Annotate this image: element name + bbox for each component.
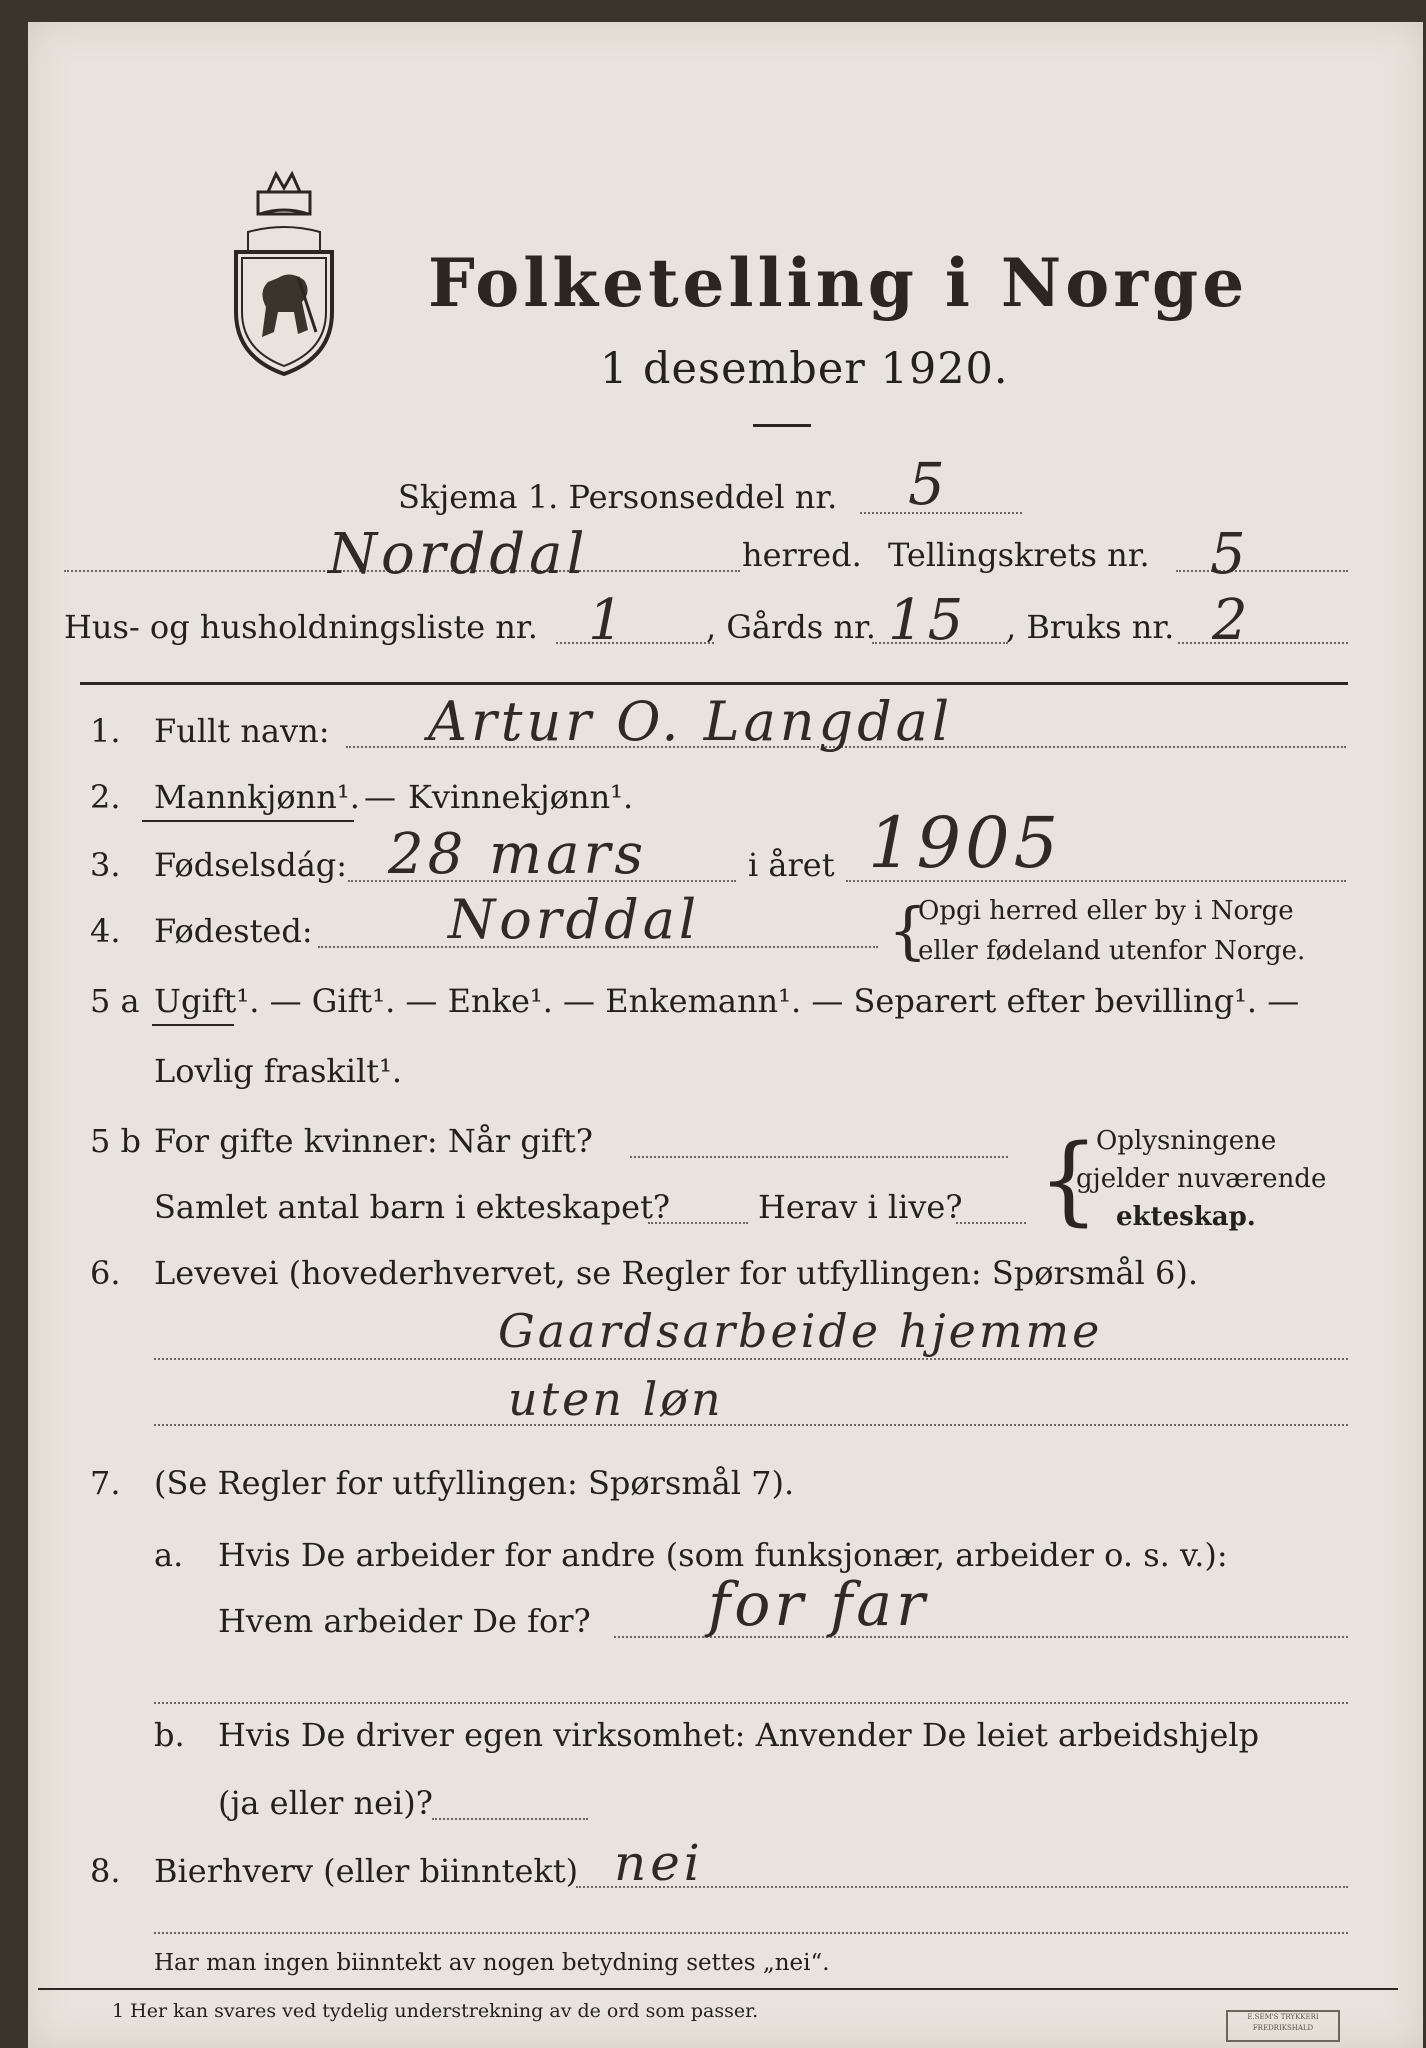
q3-label: Fødselsdág: [154, 846, 348, 884]
birthplace-value: Norddal [448, 888, 701, 951]
ugift-underline [152, 1024, 234, 1026]
married-when-line [630, 1156, 1008, 1158]
marriage-note-line3: ekteskap. [1116, 1202, 1256, 1232]
footnote: 1 Her kan svares ved tydelig understrekning av de ord som passer. [112, 2000, 759, 2022]
printer-stamp: E.SEM'S TRYKKERI FREDRIKSHALD [1226, 2010, 1340, 2042]
hired-help-line [432, 1818, 588, 1820]
occupation-value-line1: Gaardsarbeide hjemme [498, 1304, 1103, 1358]
section-divider [80, 682, 1348, 685]
children-count-label: Samlet antal barn i ekteskapet? [154, 1188, 671, 1226]
q7b-letter: b. [154, 1716, 185, 1754]
employer-line2 [154, 1702, 1348, 1704]
birthplace-note-line2: eller fødeland utenfor Norge. [918, 936, 1306, 966]
birthdate-value: 28 mars [388, 822, 648, 887]
footer-rule [38, 1988, 1398, 1990]
occupation-line1 [154, 1358, 1348, 1360]
husholdningsliste-label: Hus- og husholdningsliste nr. [64, 608, 538, 646]
occupation-label: Levevei (hovederhvervet, se Regler for utfyllingen: Spørsmål 6). [154, 1254, 1199, 1292]
full-name-value: Artur O. Langdal [428, 690, 954, 753]
children-count-line [648, 1222, 748, 1224]
birth-year-value: 1905 [868, 802, 1063, 884]
female-option: Kvinnekjønn¹. [408, 778, 634, 816]
marital-status-options: Ugift¹. — Gift¹. — Enke¹. — Enkemann¹. — Separert efter bevilling¹. — [154, 982, 1300, 1020]
herred-value: Norddal [328, 522, 589, 587]
husholdningsliste-line [556, 642, 714, 644]
children-alive-label: Herav i live? [758, 1188, 963, 1226]
bruks-line [1178, 642, 1348, 644]
tellingskrets-value: 5 [1210, 522, 1250, 587]
census-date: 1 desember 1920. [600, 344, 1009, 394]
q4-number: 4. [90, 912, 121, 950]
herred-label: herred. [742, 536, 862, 574]
personseddel-value: 5 [908, 450, 949, 518]
employer-label: Hvem arbeider De for? [218, 1602, 591, 1640]
marriage-note-line2: gjelder nuværende [1076, 1164, 1327, 1194]
title-divider [753, 424, 811, 427]
occupation-line2 [154, 1424, 1348, 1426]
q1-label: Fullt navn: [154, 712, 330, 750]
occupation-value-line2: uten løn [508, 1372, 724, 1426]
marital-status-options-cont: Lovlig fraskilt¹. [154, 1052, 403, 1090]
employer-value: for far [708, 1570, 929, 1640]
tellingskrets-line [1176, 570, 1348, 572]
q7-label: (Se Regler for utfyllingen: Spørsmål 7). [154, 1464, 795, 1502]
q5b-number: 5 b [90, 1122, 142, 1160]
side-income-note: Har man ingen biinntekt av nogen betydning settes „nei“. [154, 1950, 830, 1976]
bruks-label: , Bruks nr. [1006, 608, 1175, 646]
q5a-number: 5 a [90, 982, 140, 1020]
side-income-value: nei [614, 1834, 704, 1892]
side-income-line2 [154, 1932, 1348, 1934]
skjema-label: Skjema 1. Personseddel nr. [398, 478, 838, 516]
q7-number: 7. [90, 1464, 121, 1502]
q7a-question: Hvis De arbeider for andre (som funksjonær, arbeider o. s. v.): [218, 1536, 1228, 1574]
married-when-label: For gifte kvinner: Når gift? [154, 1122, 593, 1160]
q2-number: 2. [90, 778, 121, 816]
bruks-value: 2 [1212, 588, 1252, 653]
q3-number: 3. [90, 846, 121, 884]
marriage-note-brace: { [1038, 1124, 1100, 1236]
q7a-letter: a. [154, 1536, 184, 1574]
q6-number: 6. [90, 1254, 121, 1292]
q1-number: 1. [90, 712, 121, 750]
tellingskrets-label: Tellingskrets nr. [888, 536, 1150, 574]
husholdningsliste-value: 1 [588, 588, 628, 653]
side-income-label: Bierhverv (eller biinntekt) [154, 1852, 579, 1890]
q4-label: Fødested: [154, 912, 313, 950]
gards-value: 15 [888, 588, 968, 653]
birthplace-note-line1: Opgi herred eller by i Norge [918, 896, 1294, 926]
q2-separator: — [364, 778, 396, 816]
male-underline [142, 820, 354, 822]
children-alive-line [956, 1222, 1026, 1224]
marriage-note-line1: Oplysningene [1096, 1126, 1277, 1156]
census-form-page [28, 22, 1423, 2048]
male-option: Mannkjønn¹. [154, 778, 360, 816]
gards-label: , Gårds nr. [706, 608, 876, 646]
birthplace-note-brace: { [888, 894, 928, 967]
norway-coat-of-arms-icon [228, 162, 340, 382]
q7b-question: Hvis De driver egen virksomhet: Anvender De leiet arbeidshjelp [218, 1716, 1260, 1754]
year-label: i året [748, 846, 835, 884]
hired-help-label: (ja eller nei)? [218, 1784, 433, 1822]
q8-number: 8. [90, 1852, 121, 1890]
form-title: Folketelling i Norge [428, 244, 1249, 322]
